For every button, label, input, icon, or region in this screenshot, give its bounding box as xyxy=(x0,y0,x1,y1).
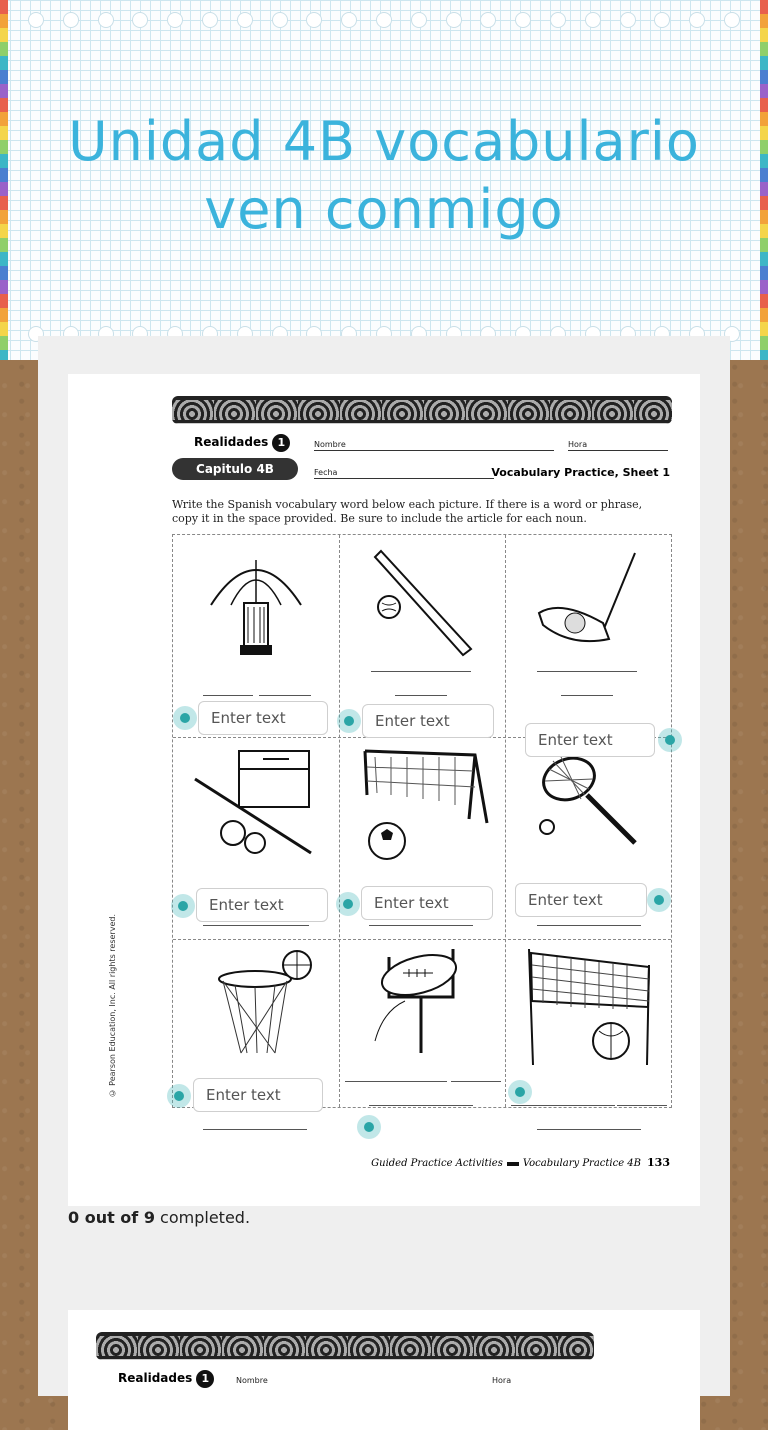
drop-target-dot[interactable] xyxy=(647,888,671,912)
answer-input-4[interactable]: Enter text xyxy=(196,888,328,922)
title-line-1: Unidad 4B vocabulario xyxy=(68,110,700,173)
worksheet-image-2 xyxy=(68,1310,700,1430)
worksheet-card xyxy=(38,336,730,1396)
decorative-banner-2 xyxy=(96,1332,594,1360)
decorative-banner xyxy=(172,396,672,424)
realidades-number: 1 xyxy=(272,434,290,452)
realidades-label xyxy=(194,434,290,452)
completion-status xyxy=(68,1208,250,1227)
basketball-hoop-picture xyxy=(213,949,317,1059)
fecha-line xyxy=(314,478,494,479)
soccer-goal-picture xyxy=(361,745,491,863)
page-number: 133 xyxy=(647,1156,670,1169)
fecha-label: Fecha xyxy=(314,468,338,477)
tent-lantern-picture xyxy=(201,545,311,657)
answer-input-7[interactable]: Enter text xyxy=(193,1078,323,1112)
realidades-text-2: Realidades xyxy=(118,1371,193,1385)
drop-target-dot[interactable] xyxy=(357,1115,381,1139)
answer-input-5[interactable]: Enter text xyxy=(361,886,493,920)
nombre-label-2: Nombre xyxy=(236,1376,268,1385)
completion-suffix: completed. xyxy=(154,1208,251,1227)
capitulo-badge: Capitulo 4B xyxy=(172,458,298,480)
page-header xyxy=(0,0,768,360)
nombre-label: Nombre xyxy=(314,440,346,449)
drop-target-dot[interactable] xyxy=(336,892,360,916)
notebook-holes-top xyxy=(28,12,740,30)
drop-target-dot[interactable] xyxy=(658,728,682,752)
drop-target-dot[interactable] xyxy=(508,1080,532,1104)
worksheet-image xyxy=(68,374,700,1206)
hora-line xyxy=(568,450,668,451)
answer-input-3[interactable]: Enter text xyxy=(525,723,655,757)
fishing-gear-picture xyxy=(193,745,321,865)
vocab-grid xyxy=(172,534,672,1108)
golf-club-picture xyxy=(531,551,641,651)
drop-target-dot[interactable] xyxy=(337,709,361,733)
page-footer xyxy=(371,1156,670,1169)
nombre-line xyxy=(314,450,554,451)
completion-count: 0 out of 9 xyxy=(68,1208,155,1227)
copyright-credit: © Pearson Education, Inc. All rights reserved. xyxy=(108,914,117,1098)
footer-left: Guided Practice Activities xyxy=(371,1158,503,1169)
answer-input-1[interactable]: Enter text xyxy=(198,701,328,735)
page-title xyxy=(0,108,768,244)
baseball-bat-picture xyxy=(371,545,481,657)
hora-label: Hora xyxy=(568,440,588,449)
realidades-label-2 xyxy=(118,1370,214,1388)
realidades-text: Realidades xyxy=(194,435,269,449)
tennis-racket-picture xyxy=(539,755,649,855)
answer-input-6[interactable]: Enter text xyxy=(515,883,647,917)
football-goalpost-picture xyxy=(371,945,481,1055)
drop-target-dot[interactable] xyxy=(173,706,197,730)
instructions: Write the Spanish vocabulary word below each picture. If there is a word or phrase, copy it in the space provided. Be sure to include the article for each noun. xyxy=(172,498,643,525)
footer-mid: Vocabulary Practice 4B xyxy=(522,1158,642,1169)
answer-input-2[interactable]: Enter text xyxy=(362,704,494,738)
realidades-number-2: 1 xyxy=(196,1370,214,1388)
hora-label-2: Hora xyxy=(492,1376,512,1385)
volleyball-net-picture xyxy=(519,945,659,1069)
title-line-2: ven conmigo xyxy=(204,178,564,241)
drop-target-dot[interactable] xyxy=(167,1084,191,1108)
sheet-title: Vocabulary Practice, Sheet 1 xyxy=(491,466,670,479)
drop-target-dot[interactable] xyxy=(171,894,195,918)
